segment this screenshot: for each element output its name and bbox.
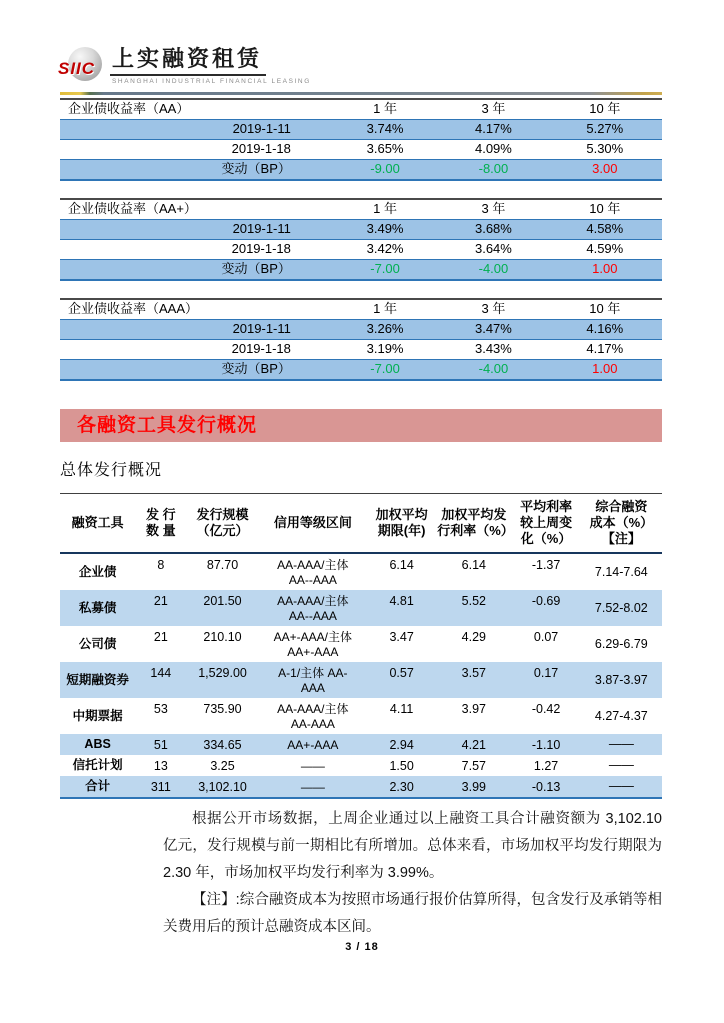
issuance-cell: 3.25	[210, 759, 235, 773]
yield-value: -7.00	[370, 261, 400, 276]
yield-row-label: 2019-1-18	[231, 141, 291, 156]
issuance-cell: 2.94	[389, 738, 414, 752]
yield-value: 3.47%	[474, 321, 512, 336]
issuance-cell: 3.99	[461, 780, 487, 794]
yield-row	[60, 360, 662, 381]
issuance-cell: 334.65	[203, 738, 242, 752]
issuance-cell: ——	[300, 759, 325, 773]
issuance-cell: 735.90	[203, 702, 242, 716]
yield-table-title: 企业债收益率（AA）	[68, 101, 190, 116]
issuance-cell: 私募债	[78, 600, 117, 615]
yield-value: -4.00	[478, 261, 509, 276]
issuance-row	[60, 662, 662, 698]
issuance-header: 综合融资 成本（%） 【注】	[589, 499, 654, 546]
issuance-cell: 6.29-6.79	[594, 636, 648, 651]
yield-row	[60, 140, 662, 160]
issuance-cell: 7.14-7.64	[594, 564, 648, 579]
yield-row	[60, 340, 662, 360]
issuance-cell: ——	[608, 779, 634, 793]
yield-row-label: 变动（BP）	[221, 361, 291, 376]
yield-value: 4.17%	[586, 341, 624, 356]
issuance-header: 信用等级区间	[273, 515, 352, 530]
yield-col-header: 3 年	[481, 201, 506, 216]
yield-col-header: 1 年	[373, 201, 397, 216]
issuance-cell: 201.50	[203, 594, 242, 608]
yield-value: 4.16%	[586, 321, 624, 336]
yield-value: 4.59%	[586, 241, 624, 256]
yield-col-header: 3 年	[481, 301, 506, 316]
yield-value: 3.00	[592, 161, 618, 176]
logo-company-name-en: SHANGHAI INDUSTRIAL FINANCIAL LEASING	[112, 78, 311, 85]
logo-siic-text: SIIC	[58, 59, 96, 78]
issuance-row	[60, 776, 662, 798]
yield-value: 3.68%	[474, 221, 512, 236]
issuance-cell: AA-AAA/主体 AA--AAA	[277, 594, 349, 623]
issuance-cell: 企业债	[78, 564, 117, 579]
issuance-cell: 2.30	[389, 780, 414, 794]
issuance-header: 加权平均 期限(年)	[375, 507, 428, 538]
issuance-cell: AA+-AAA	[287, 738, 339, 752]
yield-col-header: 3 年	[481, 101, 506, 116]
issuance-cell: 87.70	[206, 558, 239, 572]
yield-value: -4.00	[478, 361, 509, 376]
issuance-cell: ——	[300, 780, 325, 794]
issuance-cell: 13	[153, 759, 168, 773]
issuance-cell: -1.10	[531, 738, 561, 752]
issuance-cell: AA+-AAA/主体 AA+-AAA	[273, 630, 352, 659]
issuance-header: 发 行 数 量	[146, 507, 176, 538]
body-paragraphs	[163, 806, 662, 941]
issuance-cell: 短期融资券	[66, 672, 129, 687]
note-paragraph: 【注】:综合融资成本为按照市场通行报价估算所得，包含发行及承销等相关费用后的预计总融资成本区间。	[163, 892, 662, 935]
yield-row	[60, 260, 662, 281]
yield-value: 5.30%	[586, 141, 624, 156]
issuance-row	[60, 698, 662, 734]
yield-value: 5.27%	[586, 121, 624, 136]
issuance-cell: -1.37	[531, 558, 561, 572]
issuance-header: 融资工具	[71, 515, 124, 530]
issuance-cell: 7.57	[461, 759, 487, 773]
issuance-cell: 4.21	[461, 738, 487, 752]
yield-value: 3.74%	[366, 121, 404, 136]
issuance-row	[60, 590, 662, 626]
yield-value: -7.00	[370, 361, 400, 376]
yield-row-label: 变动（BP）	[221, 261, 291, 276]
yield-value: -8.00	[478, 161, 509, 176]
issuance-cell: ——	[608, 758, 634, 772]
issuance-cell: 7.52-8.02	[594, 600, 648, 615]
yield-value: 3.42%	[366, 241, 404, 256]
issuance-cell: 4.29	[461, 630, 487, 644]
issuance-cell: 合计	[85, 779, 111, 793]
issuance-cell: 311	[150, 780, 171, 794]
issuance-cell: 1.50	[389, 759, 414, 773]
yield-value: 3.65%	[366, 141, 404, 156]
issuance-cell: 中期票据	[72, 708, 123, 723]
yield-table-2	[60, 298, 662, 381]
yield-value: 3.26%	[366, 321, 404, 336]
yield-table-header-row	[60, 299, 662, 320]
yield-col-header: 1 年	[373, 301, 397, 316]
issuance-cell: 公司债	[78, 636, 117, 651]
issuance-cell: 1,529.00	[198, 666, 247, 680]
issuance-cell: 3,102.10	[198, 780, 247, 794]
issuance-header: 平均利率 较上周变 化（%）	[520, 499, 573, 546]
issuance-cell: 0.57	[389, 666, 414, 680]
yield-value: 3.43%	[474, 341, 512, 356]
issuance-cell: 3.97	[461, 702, 487, 716]
company-logo	[58, 46, 662, 90]
yield-value: 1.00	[592, 261, 618, 276]
yield-value: 3.49%	[366, 221, 404, 236]
page-content	[60, 46, 662, 941]
issuance-cell: -0.13	[531, 780, 561, 794]
yield-row	[60, 240, 662, 260]
yield-table-1	[60, 198, 662, 281]
subsection-title: 总体发行概况	[60, 462, 163, 479]
issuance-cell: 4.11	[389, 702, 414, 716]
issuance-cell: 4.81	[389, 594, 414, 608]
section-banner: 各融资工具发行概况	[60, 409, 662, 442]
issuance-header-row	[60, 494, 662, 554]
issuance-table-container	[60, 493, 662, 799]
yield-value: -9.00	[370, 161, 400, 176]
issuance-cell: 3.57	[461, 666, 487, 680]
issuance-cell: -0.69	[531, 594, 561, 608]
issuance-cell: 3.87-3.97	[594, 672, 648, 687]
issuance-cell: 210.10	[203, 630, 242, 644]
issuance-cell: ABS	[84, 737, 111, 751]
issuance-cell: 5.52	[461, 594, 487, 608]
yield-col-header: 10 年	[589, 101, 621, 116]
yield-value: 1.00	[592, 361, 618, 376]
issuance-cell: 6.14	[389, 558, 414, 572]
yield-table-title: 企业债收益率（AA+）	[68, 201, 197, 216]
issuance-cell: 0.17	[533, 666, 559, 680]
issuance-row	[60, 626, 662, 662]
yield-table-title: 企业债收益率（AAA）	[68, 301, 199, 316]
issuance-cell: 21	[153, 594, 168, 608]
yield-table-header-row	[60, 99, 662, 120]
issuance-cell: 21	[153, 630, 168, 644]
yield-value: 3.19%	[366, 341, 404, 356]
yield-tables	[60, 98, 662, 381]
yield-row-label: 2019-1-11	[232, 321, 291, 336]
yield-row	[60, 220, 662, 240]
yield-row-label: 变动（BP）	[221, 161, 291, 176]
issuance-cell: 4.27-4.37	[594, 708, 648, 723]
summary-paragraph: 根据公开市场数据，上周企业通过以上融资工具合计融资额为 3,102.10 亿元，发行规模与前一期相比有所增加。总体来看，市场加权平均发行期限为 2.30 年，市场加权平均发行利率为 3.99%。	[163, 811, 662, 881]
yield-table-0	[60, 98, 662, 181]
issuance-header: 加权平均发 行利率（%）	[437, 507, 514, 538]
issuance-row	[60, 734, 662, 755]
issuance-row	[60, 755, 662, 776]
header-rule	[60, 92, 662, 95]
yield-row	[60, 120, 662, 140]
yield-col-header: 1 年	[373, 101, 397, 116]
yield-row-label: 2019-1-18	[231, 341, 291, 356]
yield-col-header: 10 年	[589, 301, 621, 316]
yield-value: 4.58%	[586, 221, 624, 236]
issuance-row	[60, 553, 662, 590]
yield-row-label: 2019-1-18	[231, 241, 291, 256]
page-number: 3 / 18	[345, 941, 379, 953]
issuance-cell: 53	[153, 702, 168, 716]
issuance-cell: 3.47	[389, 630, 414, 644]
issuance-cell: A-1/主体 AA- AAA	[278, 666, 348, 695]
yield-row	[60, 160, 662, 181]
issuance-cell: 8	[157, 558, 165, 572]
issuance-cell: AA-AAA/主体 AA-AAA	[277, 702, 349, 731]
yield-row-label: 2019-1-11	[232, 121, 291, 136]
yield-value: 4.17%	[474, 121, 512, 136]
issuance-cell: ——	[608, 737, 634, 751]
yield-row-label: 2019-1-11	[232, 221, 291, 236]
issuance-cell: 信托计划	[72, 758, 123, 772]
issuance-cell: 51	[153, 738, 168, 752]
issuance-table	[60, 493, 662, 799]
yield-col-header: 10 年	[589, 201, 621, 216]
issuance-cell: 0.07	[533, 630, 559, 644]
yield-row	[60, 320, 662, 340]
yield-table-header-row	[60, 199, 662, 220]
issuance-cell: AA-AAA/主体 AA--AAA	[277, 558, 349, 587]
yield-value: 3.64%	[474, 241, 512, 256]
issuance-header: 发行规模 （亿元）	[196, 507, 249, 538]
issuance-cell: 144	[150, 666, 172, 680]
issuance-cell: -0.42	[531, 702, 561, 716]
issuance-cell: 1.27	[533, 759, 559, 773]
issuance-cell: 6.14	[461, 558, 487, 572]
logo-company-name: 上实融资租赁	[110, 46, 266, 76]
yield-value: 4.09%	[474, 141, 512, 156]
